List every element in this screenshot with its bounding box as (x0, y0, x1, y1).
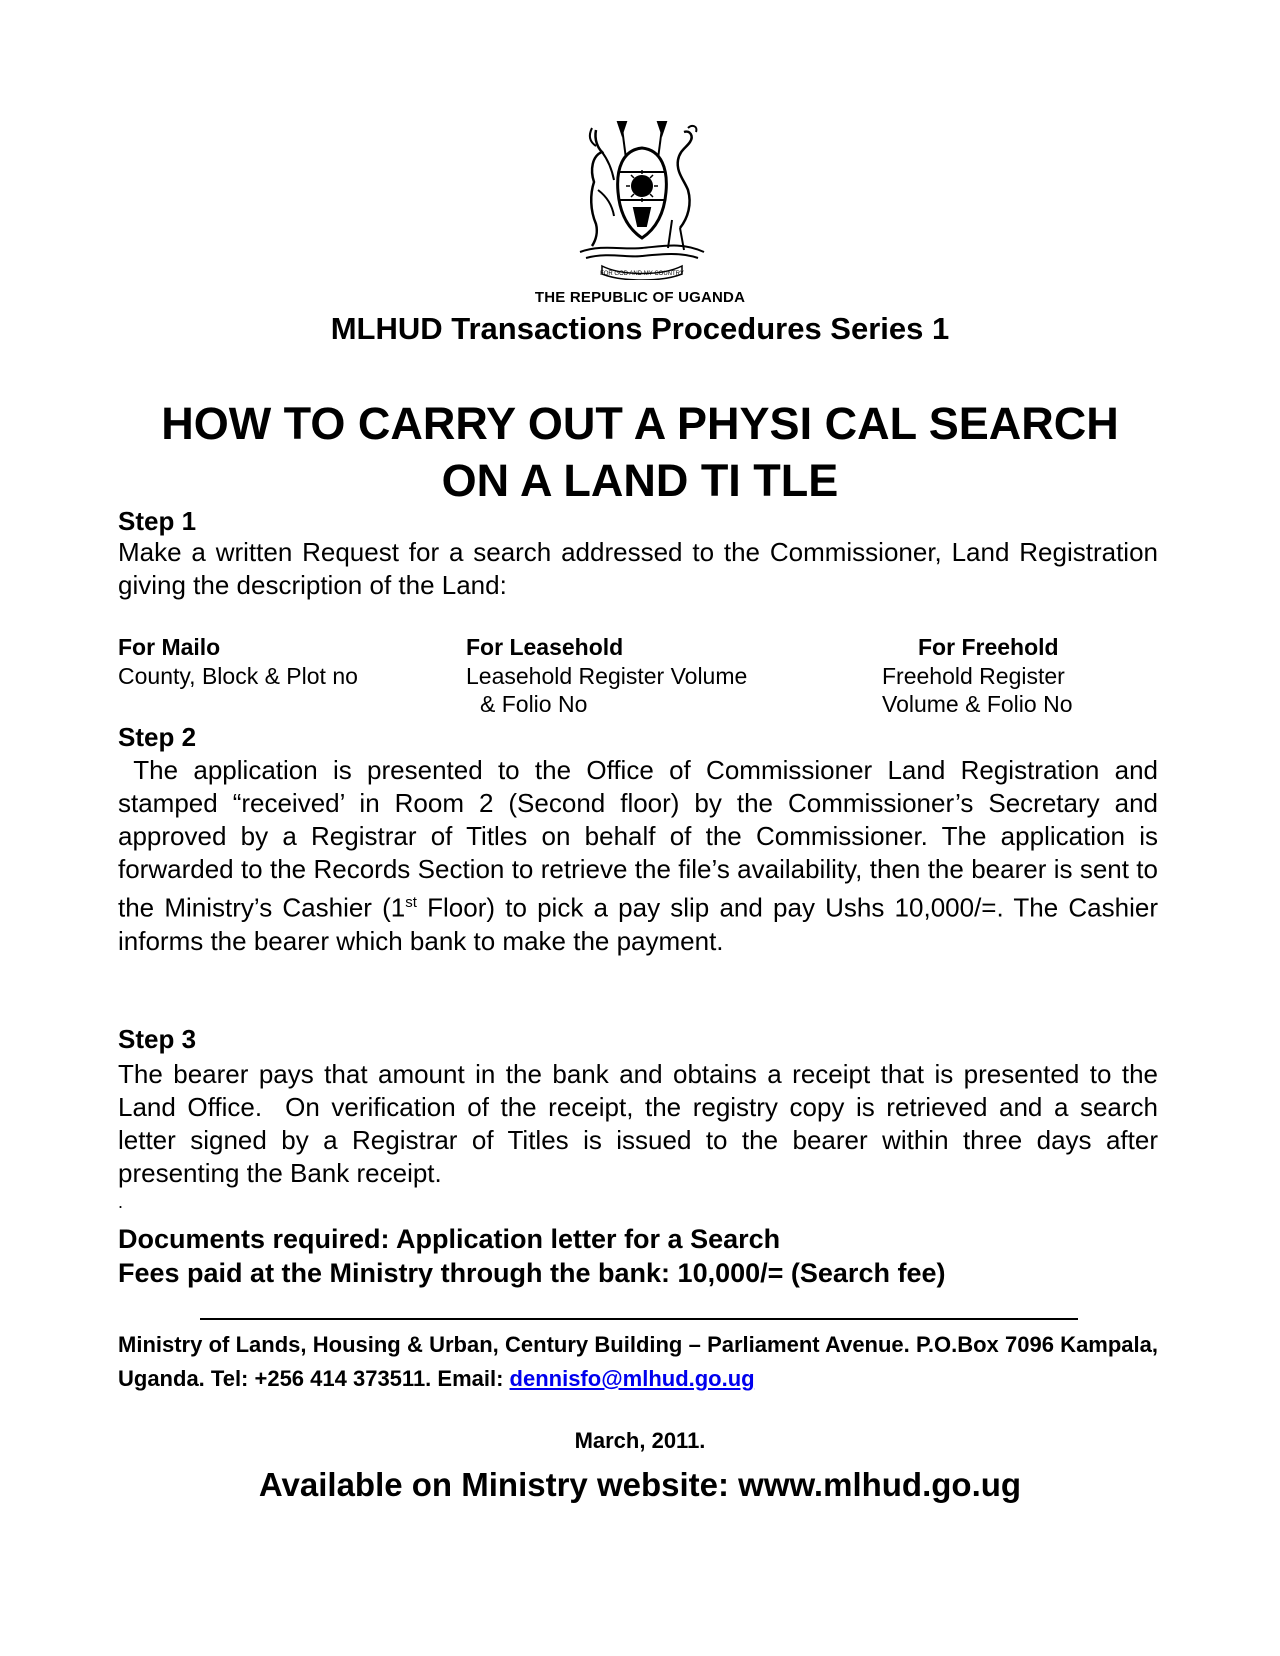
mailo-heading: For Mailo (118, 634, 221, 660)
footer-divider (200, 1318, 1078, 1320)
publication-date: March, 2011. (574, 1428, 706, 1453)
step-3-heading: Step 3 (118, 1024, 197, 1054)
series-title: MLHUD Transactions Procedures Series 1 (330, 311, 950, 346)
fees-paid: Fees paid at the Ministry through the bank: 10,000/= (Search fee) (118, 1258, 946, 1288)
step-1-text: Make a written Request for a search addressed to the Commissioner, Land Registration giving the description of the Land: (118, 537, 1158, 600)
step-2-superscript: st (405, 894, 417, 911)
email-link[interactable]: dennisfo@mlhud.go.ug (509, 1366, 755, 1391)
freehold-line-2: Volume & Folio No (882, 691, 1073, 717)
page-title-line-2: ON A LAND TI TLE (441, 455, 839, 506)
step-2-text-a: The application is presented to the Office of Commissioner Land Registration and stamped “received’ in Room 2 (Second floor) by the Commissioner’s Secretary and approved by a Registrar of Titles on behalf of the Commissioner. The application is forwarded to the Records Section to retrieve the file’s availability, then the bearer is sent to the Ministry’s Cashier (1 (118, 755, 1166, 923)
republic-label: THE REPUBLIC OF UGANDA (534, 289, 746, 306)
page-title-line-1: HOW TO CARRY OUT A PHYSI CAL SEARCH (161, 398, 1119, 449)
leasehold-line-2: & Folio No (480, 691, 588, 717)
step-2-text-b: Floor) to pick a pay slip and pay Ushs 10,000/=. The Cashier informs the bearer which bank to make the payment. (118, 892, 1166, 956)
address-text: Ministry of Lands, Housing & Urban, Century Building – Parliament Avenue. P.O.Box 7096 Kampala, Uganda. Tel: +256 414 373511. Email: (118, 1332, 1158, 1391)
mailo-column (118, 634, 358, 690)
website-notice: Available on Ministry website: www.mlhud.go.ug (258, 1466, 1022, 1503)
freehold-line-1: Freehold Register (882, 663, 1065, 689)
crest-motto: FOR GOD AND MY COUNTRY (600, 271, 684, 277)
freehold-heading: For Freehold (918, 634, 1059, 660)
leasehold-line-1: Leasehold Register Volume (466, 663, 748, 689)
step-3-text: The bearer pays that amount in the bank and obtains a receipt that is presented to the Land Office. On verification of the receipt, the registry copy is retrieved and a search letter signed by a Registrar of Titles is issued to the bearer within three days after presenting the Bank receipt. (118, 1059, 1166, 1188)
stray-dot: . (118, 1192, 124, 1212)
documents-required: Documents required: Application letter for a Search (118, 1224, 781, 1254)
step-1-heading: Step 1 (118, 506, 197, 536)
coat-of-arms-crest (572, 120, 712, 280)
leasehold-heading: For Leasehold (466, 634, 624, 660)
mailo-line-1: County, Block & Plot no (118, 663, 358, 689)
step-2-text (118, 754, 1166, 958)
step-2-heading: Step 2 (118, 722, 197, 752)
crest-drawing (572, 120, 712, 280)
leasehold-column (466, 634, 747, 718)
ministry-address (118, 1328, 1158, 1396)
freehold-column (882, 634, 1072, 718)
requirements (118, 1222, 945, 1290)
